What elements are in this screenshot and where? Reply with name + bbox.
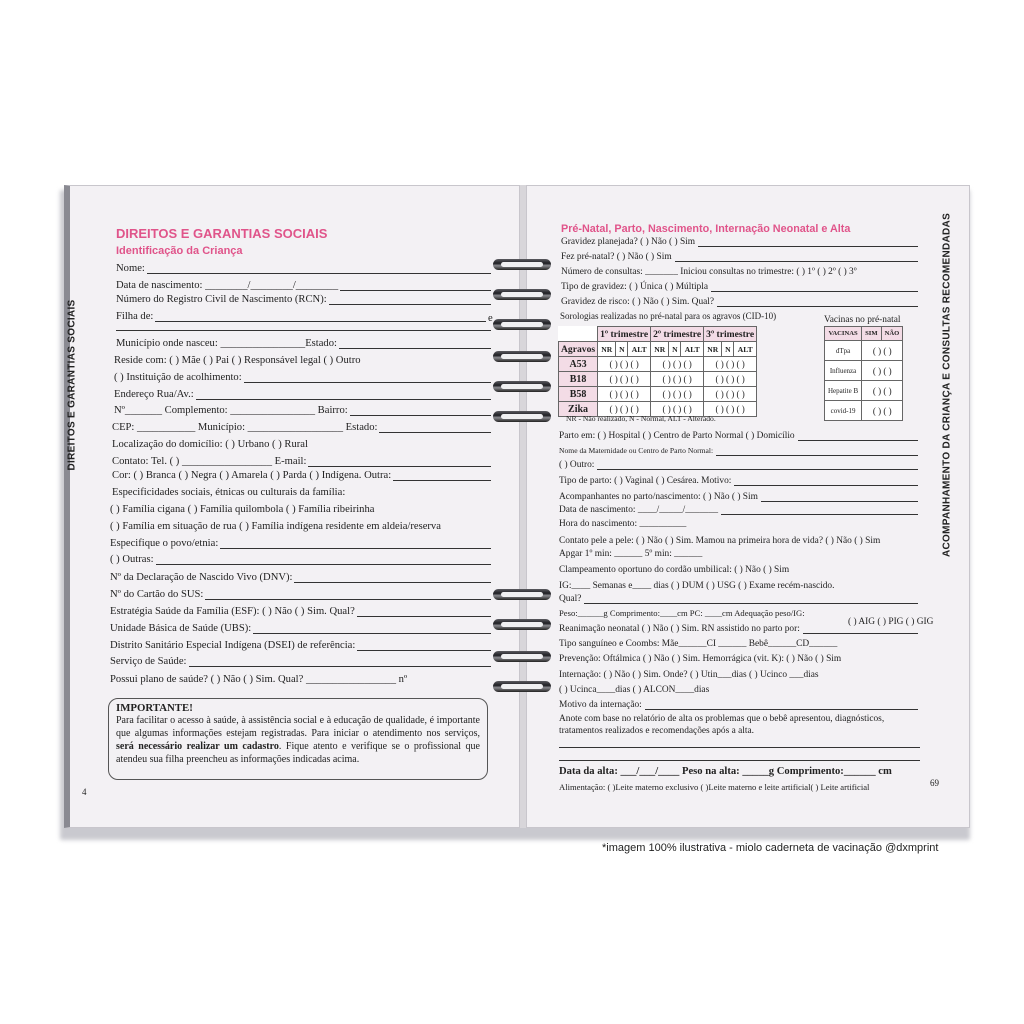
right-top-fill-3 bbox=[711, 291, 918, 292]
agravos-cell[interactable]: ( ) ( ) ( ) bbox=[651, 402, 704, 417]
right-page-number: 69 bbox=[930, 778, 939, 788]
binder-ring bbox=[493, 318, 551, 332]
left-fill-line-19 bbox=[294, 582, 491, 583]
agravos-row-label: B58 bbox=[559, 387, 598, 402]
left-line-9: Nº_______ Complemento: ________________ Bairro: bbox=[114, 405, 348, 416]
right-line-17: Internação: ( ) Não ( ) Sim. Onde? ( ) Utin___dias ( ) Ucinco ___dias bbox=[559, 670, 819, 680]
agravos-cell[interactable]: ( ) ( ) ( ) bbox=[598, 387, 651, 402]
subcol-1-1: N bbox=[669, 342, 681, 357]
agravos-cell[interactable]: ( ) ( ) ( ) bbox=[598, 402, 651, 417]
left-fill-line-5 bbox=[339, 348, 491, 349]
table-legend: NR - Não realizado, N - Normal, ALT - Alterado. bbox=[566, 414, 716, 423]
left-fill-line-23 bbox=[357, 650, 491, 651]
binder-ring bbox=[493, 650, 551, 664]
right-line-8: Apgar 1º min: ______ 5º min: ______ bbox=[559, 549, 703, 559]
agravos-cell[interactable]: ( ) ( ) ( ) bbox=[704, 402, 757, 417]
vaccine-name: covid-19 bbox=[825, 401, 862, 421]
left-fill-line-18 bbox=[156, 564, 491, 565]
left-line-16: ( ) Família em situação de rua ( ) Família indígena residente em aldeia/reserva bbox=[110, 521, 441, 532]
agravos-cell[interactable]: ( ) ( ) ( ) bbox=[651, 372, 704, 387]
agravos-cell[interactable]: ( ) ( ) ( ) bbox=[651, 357, 704, 372]
left-line-22: Unidade Básica de Saúde (UBS): bbox=[110, 623, 252, 634]
trimester-2-header: 2º trimestre bbox=[651, 327, 704, 342]
left-line-17: Especifique o povo/etnia: bbox=[110, 538, 219, 549]
subcol-1-0: NR bbox=[651, 342, 669, 357]
subcol-2-0: NR bbox=[704, 342, 722, 357]
right-line-11: Qual? bbox=[559, 594, 582, 604]
left-fill-line-8 bbox=[196, 399, 491, 400]
left-fill-line-7 bbox=[244, 382, 491, 383]
agravos-cell[interactable]: ( ) ( ) ( ) bbox=[704, 372, 757, 387]
left-fill-line-9 bbox=[350, 415, 491, 416]
right-line-2: ( ) Outro: bbox=[559, 460, 595, 470]
left-line-18: ( ) Outras: bbox=[110, 554, 154, 565]
vaccines-title: Vacinas no pré-natal bbox=[824, 315, 901, 325]
right-fill-14 bbox=[803, 633, 918, 634]
left-fill-line-12 bbox=[308, 466, 491, 467]
right-line-18: ( ) Ucinca____dias ( ) ALCON____dias bbox=[559, 685, 710, 695]
subcol-2-2: ALT bbox=[734, 342, 757, 357]
left-fill-line-20 bbox=[205, 599, 491, 600]
right-fill-4 bbox=[761, 501, 918, 502]
right-line-13: ( ) AIG ( ) PIG ( ) GIG bbox=[848, 617, 934, 627]
vaccine-checkboxes[interactable]: ( ) ( ) bbox=[862, 341, 903, 361]
agravos-corner bbox=[559, 327, 598, 342]
left-fill-line-10 bbox=[379, 432, 491, 433]
left-line-8: Endereço Rua/Av.: bbox=[114, 389, 194, 400]
binder-ring bbox=[493, 350, 551, 364]
left-line-24: Serviço de Saúde: bbox=[110, 656, 187, 667]
agravos-row-label: B18 bbox=[559, 372, 598, 387]
subcol-2-1: N bbox=[722, 342, 734, 357]
left-page-number: 4 bbox=[82, 787, 87, 797]
trimester-3-header: 3º trimestre bbox=[704, 327, 757, 342]
right-line-12: Peso:______g Comprimento:____cm PC: ____cm Adequação peso/IG: bbox=[559, 608, 805, 618]
right-fill-1 bbox=[716, 455, 918, 456]
left-line-23: Distrito Sanitário Especial Indígena (DSEI) de referência: bbox=[110, 640, 356, 651]
right-fill-2 bbox=[597, 469, 918, 470]
left-line-21: Estratégia Saúde da Família (ESF): ( ) Não ( ) Sim. Qual? bbox=[110, 606, 355, 617]
right-line-20: Anote com base no relatório de alta os problemas que o bebê apresentou, diagnósticos, tratamentos realizados e recomendações após a alta. bbox=[559, 714, 885, 736]
vaccine-name: Influenza bbox=[825, 361, 862, 381]
right-line-4: Acompanhantes no parto/nascimento: ( ) Não ( ) Sim bbox=[559, 492, 758, 502]
subcol-0-2: ALT bbox=[628, 342, 651, 357]
right-line-15: Tipo sanguíneo e Coombs: Mãe______CI ______ Bebê______CD______ bbox=[559, 639, 838, 649]
left-line-0: Nome: bbox=[116, 263, 145, 274]
left-fill-line-1 bbox=[340, 290, 491, 291]
left-line-3: Filha de: bbox=[116, 311, 154, 322]
vaccine-name: Hepatite B bbox=[825, 381, 862, 401]
right-top-line-5: Sorologias realizadas no pré-natal para os agravos (CID-10) bbox=[560, 311, 777, 321]
right-line-7: Contato pele a pele: ( ) Não ( ) Sim. Mamou na primeira hora de vida? ( ) Não ( ) Sim bbox=[559, 536, 881, 546]
subcol-0-1: N bbox=[616, 342, 628, 357]
vaccine-row bbox=[825, 381, 903, 401]
right-line-16: Prevenção: Oftálmica ( ) Não ( ) Sim. Hemorrágica (vit. K): ( ) Não ( ) Sim bbox=[559, 654, 842, 664]
left-line-13: Cor: ( ) Branca ( ) Negra ( ) Amarela ( ) Parda ( ) Indígena. Outra: bbox=[112, 470, 392, 481]
trimester-1-header: 1º trimestre bbox=[598, 327, 651, 342]
right-line-19: Motivo da internação: bbox=[559, 700, 642, 710]
right-line-14: Reanimação neonatal ( ) Não ( ) Sim. RN assistido no parto por: bbox=[559, 624, 800, 634]
vaccines-body bbox=[825, 341, 903, 421]
left-line-20: Nº do Cartão do SUS: bbox=[110, 589, 204, 600]
right-line-0: Parto em: ( ) Hospital ( ) Centro de Parto Normal ( ) Domicílio bbox=[559, 431, 795, 441]
left-line-10: CEP: ___________ Município: __________________ Estado: bbox=[112, 422, 378, 433]
left-fill-line-24 bbox=[189, 666, 492, 667]
left-fill-line-13 bbox=[393, 480, 491, 481]
right-top-fill-1 bbox=[675, 261, 918, 262]
right-line-3: Tipo de parto: ( ) Vaginal ( ) Cesárea. Motivo: bbox=[559, 476, 732, 486]
agravos-subheader bbox=[559, 342, 757, 357]
binder-ring bbox=[493, 410, 551, 424]
right-line-22: Alimentação: ( )Leite materno exclusivo ( )Leite materno e leite artificial( ) Leite artificial bbox=[559, 782, 870, 792]
left-page-title: DIREITOS E GARANTIAS SOCIAIS bbox=[116, 226, 328, 241]
right-line-21: Data da alta: ___/___/____ Peso na alta: _____g Comprimento:______ cm bbox=[559, 766, 892, 777]
left-line-12: Contato: Tel. ( ) _________________ E-mail: bbox=[112, 456, 307, 467]
notes-line-1 bbox=[559, 760, 920, 761]
right-line-10: IG:____ Semanas e____ dias ( ) DUM ( ) USG ( ) Exame recém-nascido. bbox=[559, 581, 835, 591]
vaccine-row bbox=[825, 341, 903, 361]
important-text: Para facilitar o acesso à saúde, à assistência social e à educação de qualidade, é importante que algumas informações estejam registradas. Para iniciar o atendimento nos serviços, será necessário realizar um cadastro. Fique atento e verifique se o profissional que atendeu sua filha preencheu as informações indicadas acima. bbox=[116, 715, 481, 765]
binder-ring bbox=[493, 380, 551, 394]
agravos-header: Agravos bbox=[559, 342, 598, 357]
right-top-line-0: Gravidez planejada? ( ) Não ( ) Sim bbox=[561, 237, 696, 247]
sim-col-header: SIM bbox=[862, 327, 881, 341]
right-fill-0 bbox=[798, 440, 918, 441]
left-fill-line-21 bbox=[357, 616, 491, 617]
right-top-line-1: Fez pré-natal? ( ) Não ( ) Sim bbox=[561, 252, 672, 262]
left-fill-line-17 bbox=[220, 548, 491, 549]
agravos-row bbox=[559, 387, 757, 402]
left-line-25: Possui plano de saúde? ( ) Não ( ) Sim. Qual? _________________ nº bbox=[110, 674, 408, 685]
left-line-2: Número do Registro Civil de Nascimento (RCN): bbox=[116, 294, 327, 305]
left-line-6: Reside com: ( ) Mãe ( ) Pai ( ) Responsável legal ( ) Outro bbox=[114, 355, 361, 366]
right-fill-19 bbox=[645, 709, 918, 710]
vaccine-checkboxes[interactable]: ( ) ( ) bbox=[862, 401, 903, 421]
right-fill-3 bbox=[734, 485, 918, 486]
binder-ring bbox=[493, 618, 551, 632]
left-line-19: Nº da Declaração de Nascido Vivo (DNV): bbox=[110, 572, 293, 583]
important-box bbox=[108, 698, 488, 780]
left-line-5: Município onde nasceu: ________________Estado: bbox=[116, 338, 337, 349]
agravos-cell[interactable]: ( ) ( ) ( ) bbox=[598, 357, 651, 372]
agravos-row-label: Zika bbox=[559, 402, 598, 417]
spine bbox=[520, 185, 526, 828]
right-top-fill-0 bbox=[698, 246, 918, 247]
right-line-6: Hora do nascimento: __________ bbox=[559, 519, 687, 529]
agravos-cell[interactable]: ( ) ( ) ( ) bbox=[651, 387, 704, 402]
right-fill-5 bbox=[721, 514, 918, 515]
left-line-4: e bbox=[488, 313, 493, 324]
vaccine-checkboxes[interactable]: ( ) ( ) bbox=[862, 381, 903, 401]
agravos-body bbox=[559, 357, 757, 417]
notes-line-0 bbox=[559, 747, 920, 748]
agravos-table bbox=[558, 326, 757, 417]
left-fill-line-2 bbox=[329, 304, 491, 305]
vaccines-col-header: VACINAS bbox=[825, 327, 862, 341]
left-fill-line-3 bbox=[155, 321, 486, 322]
important-title: IMPORTANTE! bbox=[116, 702, 193, 714]
left-line-11: Localização do domicílio: ( ) Urbano ( ) Rural bbox=[112, 439, 308, 450]
binder-ring bbox=[493, 258, 551, 272]
nao-col-header: NÃO bbox=[881, 327, 903, 341]
right-vertical-title: ACOMPANHAMENTO DA CRIANÇA E CONSULTAS RECOMENDADAS bbox=[941, 212, 953, 558]
right-line-1: Nome da Maternidade ou Centro de Parto Normal: bbox=[559, 446, 714, 455]
vaccine-row bbox=[825, 401, 903, 421]
agravos-cell[interactable]: ( ) ( ) ( ) bbox=[704, 357, 757, 372]
vaccine-checkboxes[interactable]: ( ) ( ) bbox=[862, 361, 903, 381]
left-page-subtitle: Identificação da Criança bbox=[116, 245, 243, 257]
subcol-0-0: NR bbox=[598, 342, 616, 357]
binder-ring bbox=[493, 288, 551, 302]
agravos-row bbox=[559, 357, 757, 372]
vaccine-row bbox=[825, 361, 903, 381]
right-top-line-2: Número de consultas: _______ Iniciou consultas no trimestre: ( ) 1º ( ) 2º ( ) 3º bbox=[561, 267, 857, 277]
subcol-1-2: ALT bbox=[681, 342, 704, 357]
left-fill-line-0 bbox=[147, 273, 491, 274]
left-fill-line-22 bbox=[253, 633, 491, 634]
agravos-row bbox=[559, 372, 757, 387]
right-line-9: Clampeamento oportuno do cordão umbilical: ( ) Não ( ) Sim bbox=[559, 565, 790, 575]
vaccine-name: dTpa bbox=[825, 341, 862, 361]
right-top-fill-4 bbox=[717, 306, 918, 307]
agravos-cell[interactable]: ( ) ( ) ( ) bbox=[598, 372, 651, 387]
caption: *imagem 100% ilustrativa - miolo caderneta de vacinação @dxmprint bbox=[602, 842, 939, 854]
left-line-14: Especificidades sociais, étnicas ou culturais da família: bbox=[112, 487, 346, 498]
left-vertical-title: DIREITOS E GARANTIAS SOCIAIS bbox=[66, 299, 78, 471]
left-fill-line-extra bbox=[116, 330, 491, 331]
binder-ring bbox=[493, 680, 551, 694]
right-page-title: Pré-Natal, Parto, Nascimento, Internação Neonatal e Alta bbox=[561, 223, 851, 235]
left-line-1: Data de nascimento: ________/________/________ bbox=[116, 280, 339, 291]
left-line-15: ( ) Família cigana ( ) Família quilombola ( ) Família ribeirinha bbox=[110, 504, 375, 515]
agravos-cell[interactable]: ( ) ( ) ( ) bbox=[704, 387, 757, 402]
agravos-row-label: A53 bbox=[559, 357, 598, 372]
right-top-line-3: Tipo de gravidez: ( ) Única ( ) Múltipla bbox=[561, 282, 709, 292]
vaccines-table bbox=[824, 326, 903, 421]
right-line-5: Data de nascimento: ____/_____/_______ bbox=[559, 505, 719, 515]
left-line-7: ( ) Instituição de acolhimento: bbox=[114, 372, 242, 383]
right-top-line-4: Gravidez de risco: ( ) Não ( ) Sim. Qual? bbox=[561, 297, 715, 307]
binder-ring bbox=[493, 588, 551, 602]
right-fill-11 bbox=[584, 603, 918, 604]
